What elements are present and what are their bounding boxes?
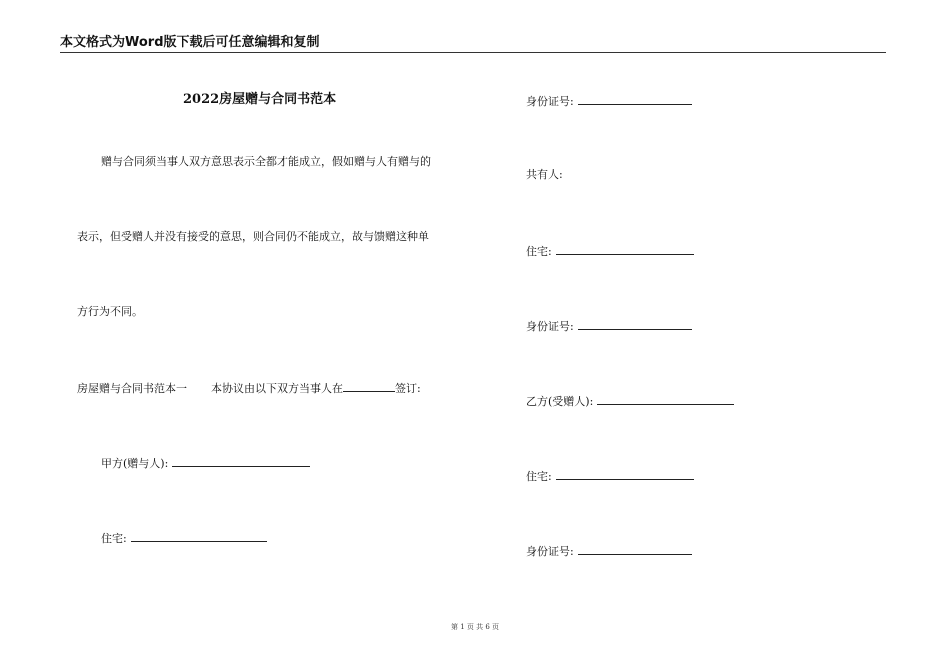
co-owner-row	[526, 168, 563, 182]
residence-row-2	[526, 468, 694, 484]
co-owner-label: 共有人:	[526, 168, 563, 181]
paragraph-line-2: 表示，但受赠人并没有接受的意思，则合同仍不能成立，故与馈赠这种单	[77, 230, 429, 243]
party-a-row	[101, 455, 310, 471]
party-a-blank-line	[172, 455, 310, 467]
residence-blank-line-1	[556, 243, 694, 255]
id-blank-line-3	[578, 543, 692, 555]
residence-label-1: 住宅:	[526, 245, 552, 258]
header-text: 本文格式为Word版下载后可任意编辑和复制	[60, 35, 320, 50]
id-label-1: 身份证号:	[526, 95, 574, 108]
document-header	[60, 34, 886, 53]
paragraph-line-1: 赠与合同须当事人双方意思表示全都才能成立，假如赠与人有赠与的	[101, 155, 431, 168]
agreement-line	[77, 380, 421, 396]
party-a-residence-blank-line	[131, 530, 267, 542]
page-footer	[0, 622, 950, 632]
id-label-2: 身份证号:	[526, 320, 574, 333]
residence-label-2: 住宅:	[526, 470, 552, 483]
page-indicator: 第 1 页 共 6 页	[450, 623, 500, 631]
id-row-2	[526, 318, 692, 334]
residence-row-1	[526, 243, 694, 259]
place-blank-line	[343, 380, 395, 392]
agreement-suffix: 签订:	[395, 382, 421, 395]
agreement-prefix: 本协议由以下双方当事人在	[211, 382, 343, 395]
id-blank-line-1	[578, 93, 692, 105]
sample-title: 房屋赠与合同书范本一	[77, 382, 187, 395]
party-b-blank-line	[597, 393, 734, 405]
document-title: 2022房屋赠与合同书范本	[183, 92, 337, 107]
id-row-3	[526, 543, 692, 559]
id-row-1	[526, 93, 692, 109]
id-label-3: 身份证号:	[526, 545, 574, 558]
party-a-residence-row	[101, 530, 267, 546]
party-a-residence-label: 住宅:	[101, 532, 127, 545]
id-blank-line-2	[578, 318, 692, 330]
party-b-row	[526, 393, 734, 409]
party-b-label: 乙方(受赠人):	[526, 395, 594, 408]
residence-blank-line-2	[556, 468, 694, 480]
party-a-label: 甲方(赠与人):	[101, 457, 169, 470]
paragraph-line-3: 方行为不同。	[77, 305, 143, 318]
